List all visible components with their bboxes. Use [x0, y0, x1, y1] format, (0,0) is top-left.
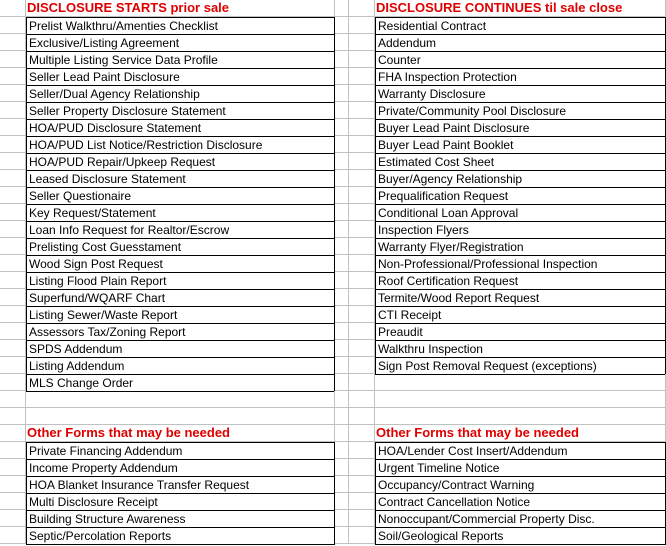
left-form-item[interactable]: Exclusive/Listing Agreement — [26, 34, 335, 52]
empty-cell[interactable] — [335, 238, 349, 255]
right-form-item[interactable]: Non-Professional/Professional Inspection — [375, 255, 666, 273]
right-form-item[interactable]: Contract Cancellation Notice — [375, 493, 666, 511]
empty-cell[interactable] — [375, 408, 666, 425]
checklist-row — [0, 527, 666, 544]
empty-cell[interactable] — [349, 0, 375, 17]
checkbox-cell[interactable] — [0, 221, 26, 238]
right-form-item[interactable]: Warranty Disclosure — [375, 85, 666, 103]
empty-cell[interactable] — [335, 0, 349, 17]
checkbox-cell[interactable] — [349, 442, 375, 459]
empty-cell[interactable] — [335, 34, 349, 51]
empty-cell[interactable] — [335, 493, 349, 510]
empty-cell[interactable] — [335, 221, 349, 238]
right-form-item[interactable]: Buyer Lead Paint Booklet — [375, 136, 666, 154]
checkbox-cell[interactable] — [349, 510, 375, 527]
checkbox-cell[interactable] — [0, 323, 26, 340]
checkbox-cell[interactable] — [349, 357, 375, 374]
checkbox-cell[interactable] — [0, 527, 26, 544]
empty-cell[interactable] — [335, 527, 349, 544]
checkbox-cell[interactable] — [0, 357, 26, 374]
right-form-item[interactable]: Private/Community Pool Disclosure — [375, 102, 666, 120]
left-form-item[interactable]: Seller/Dual Agency Relationship — [26, 85, 335, 103]
checkbox-cell[interactable] — [349, 306, 375, 323]
checkbox-cell[interactable] — [0, 119, 26, 136]
left-form-item[interactable]: HOA/PUD List Notice/Restriction Disclosure — [26, 136, 335, 154]
checkbox-cell[interactable] — [349, 527, 375, 544]
empty-cell[interactable] — [335, 204, 349, 221]
right-form-item[interactable]: Prequalification Request — [375, 187, 666, 205]
checkbox-cell[interactable] — [0, 255, 26, 272]
empty-cell[interactable] — [0, 408, 26, 425]
empty-cell[interactable] — [335, 68, 349, 85]
right-section-header: DISCLOSURE CONTINUES til sale close — [375, 0, 666, 17]
checklist-row — [0, 68, 666, 85]
empty-cell[interactable] — [335, 357, 349, 374]
checklist-row — [0, 306, 666, 323]
left-form-item[interactable]: Listing Flood Plain Report — [26, 272, 335, 290]
right-form-item[interactable]: Preaudit — [375, 323, 666, 341]
left-form-item[interactable]: Loan Info Request for Realtor/Escrow — [26, 221, 335, 239]
checkbox-cell[interactable] — [0, 85, 26, 102]
empty-cell[interactable] — [335, 391, 349, 408]
checkbox-cell[interactable] — [0, 476, 26, 493]
right-form-item[interactable]: Residential Contract — [375, 17, 666, 35]
checkbox-cell[interactable] — [349, 34, 375, 51]
left-form-item[interactable]: Prelist Walkthru/Amenties Checklist — [26, 17, 335, 35]
checkbox-cell[interactable] — [349, 323, 375, 340]
empty-cell[interactable] — [0, 425, 26, 442]
left-form-item[interactable]: Building Structure Awareness — [26, 510, 335, 528]
right-form-item[interactable]: Counter — [375, 51, 666, 69]
right-form-item[interactable]: HOA/Lender Cost Insert/Addendum — [375, 442, 666, 460]
right-form-item[interactable]: FHA Inspection Protection — [375, 68, 666, 86]
empty-cell[interactable] — [335, 272, 349, 289]
checkbox-cell[interactable] — [349, 204, 375, 221]
empty-cell[interactable] — [335, 187, 349, 204]
checklist-row — [0, 136, 666, 153]
checkbox-cell[interactable] — [0, 187, 26, 204]
checklist-row — [0, 238, 666, 255]
empty-cell[interactable] — [335, 255, 349, 272]
left-form-item[interactable]: Assessors Tax/Zoning Report — [26, 323, 335, 341]
checkbox-cell[interactable] — [349, 289, 375, 306]
checklist-row — [0, 102, 666, 119]
empty-cell[interactable] — [26, 408, 335, 425]
checklist-row — [0, 289, 666, 306]
empty-cell[interactable] — [335, 340, 349, 357]
empty-cell[interactable] — [335, 170, 349, 187]
left-form-item[interactable]: Key Request/Statement — [26, 204, 335, 222]
empty-cell[interactable] — [335, 459, 349, 476]
checklist-row — [0, 459, 666, 476]
checklist-row — [0, 510, 666, 527]
checkbox-cell[interactable] — [349, 238, 375, 255]
checklist-row — [0, 357, 666, 374]
checklist-row — [0, 255, 666, 272]
checkbox-cell[interactable] — [0, 493, 26, 510]
checklist-row — [0, 221, 666, 238]
empty-cell[interactable] — [375, 374, 666, 391]
left-section-header: Other Forms that may be needed — [26, 425, 335, 442]
checkbox-cell[interactable] — [349, 119, 375, 136]
checklist-row — [0, 187, 666, 204]
left-form-item[interactable]: Prelisting Cost Guesstament — [26, 238, 335, 256]
empty-cell[interactable] — [335, 425, 349, 442]
checklist-row — [0, 17, 666, 34]
spacer-row — [0, 408, 666, 425]
checkbox-cell[interactable] — [349, 374, 375, 391]
left-form-item[interactable]: Leased Disclosure Statement — [26, 170, 335, 188]
right-form-item[interactable]: Estimated Cost Sheet — [375, 153, 666, 171]
right-form-item[interactable]: Inspection Flyers — [375, 221, 666, 239]
right-form-item[interactable]: Termite/Wood Report Request — [375, 289, 666, 307]
right-section-header: Other Forms that may be needed — [375, 425, 666, 442]
empty-cell[interactable] — [335, 85, 349, 102]
right-form-item[interactable]: Soil/Geological Reports — [375, 527, 666, 545]
right-form-item[interactable]: Nonoccupant/Commercial Property Disc. — [375, 510, 666, 528]
left-form-item[interactable]: HOA/PUD Disclosure Statement — [26, 119, 335, 137]
checkbox-cell[interactable] — [0, 340, 26, 357]
empty-cell[interactable] — [335, 408, 349, 425]
checkbox-cell[interactable] — [349, 102, 375, 119]
checkbox-cell[interactable] — [349, 153, 375, 170]
left-form-item[interactable]: Seller Questionaire — [26, 187, 335, 205]
checklist-row — [0, 493, 666, 510]
empty-cell[interactable] — [26, 391, 335, 408]
right-form-item[interactable]: Walkthru Inspection — [375, 340, 666, 358]
left-form-item[interactable]: Wood Sign Post Request — [26, 255, 335, 273]
empty-cell[interactable] — [0, 391, 26, 408]
checkbox-cell[interactable] — [0, 374, 26, 391]
left-form-item[interactable]: Superfund/WQARF Chart — [26, 289, 335, 307]
empty-cell[interactable] — [335, 136, 349, 153]
right-form-item[interactable]: Buyer/Agency Relationship — [375, 170, 666, 188]
empty-cell[interactable] — [335, 17, 349, 34]
section-header-row — [0, 425, 666, 442]
checklist-row — [0, 119, 666, 136]
checkbox-cell[interactable] — [0, 34, 26, 51]
empty-cell[interactable] — [335, 323, 349, 340]
checklist-row — [0, 34, 666, 51]
checklist-row — [0, 51, 666, 68]
right-form-item[interactable]: CTI Receipt — [375, 306, 666, 324]
checkbox-cell[interactable] — [349, 272, 375, 289]
checkbox-cell[interactable] — [349, 51, 375, 68]
checkbox-cell[interactable] — [0, 136, 26, 153]
empty-cell[interactable] — [335, 442, 349, 459]
empty-cell[interactable] — [349, 391, 375, 408]
checkbox-cell[interactable] — [0, 170, 26, 187]
checkbox-cell[interactable] — [0, 510, 26, 527]
left-form-item[interactable]: Listing Sewer/Waste Report — [26, 306, 335, 324]
left-form-item[interactable]: Listing Addendum — [26, 357, 335, 375]
spacer-row — [0, 391, 666, 408]
right-form-item[interactable]: Sign Post Removal Request (exceptions) — [375, 357, 666, 375]
checkbox-cell[interactable] — [349, 459, 375, 476]
checkbox-cell[interactable] — [349, 17, 375, 34]
empty-cell[interactable] — [335, 51, 349, 68]
checklist-row — [0, 85, 666, 102]
checkbox-cell[interactable] — [0, 272, 26, 289]
checkbox-cell[interactable] — [349, 68, 375, 85]
empty-cell[interactable] — [349, 425, 375, 442]
right-form-item[interactable]: Roof Certification Request — [375, 272, 666, 290]
left-form-item[interactable]: Income Property Addendum — [26, 459, 335, 477]
checkbox-cell[interactable] — [0, 459, 26, 476]
left-form-item[interactable]: Septic/Percolation Reports — [26, 527, 335, 545]
checkbox-cell[interactable] — [0, 102, 26, 119]
checkbox-cell[interactable] — [0, 442, 26, 459]
checkbox-cell[interactable] — [0, 204, 26, 221]
checklist-row — [0, 170, 666, 187]
checkbox-cell[interactable] — [349, 255, 375, 272]
checklist-row — [0, 374, 666, 391]
right-form-item[interactable]: Addendum — [375, 34, 666, 52]
empty-cell[interactable] — [335, 510, 349, 527]
checkbox-cell[interactable] — [349, 170, 375, 187]
empty-cell[interactable] — [335, 119, 349, 136]
checkbox-cell[interactable] — [0, 306, 26, 323]
checkbox-cell[interactable] — [349, 136, 375, 153]
checkbox-cell[interactable] — [0, 17, 26, 34]
empty-cell[interactable] — [0, 0, 26, 17]
empty-cell[interactable] — [335, 476, 349, 493]
checkbox-cell[interactable] — [349, 187, 375, 204]
left-form-item[interactable]: Private Financing Addendum — [26, 442, 335, 460]
right-form-item[interactable]: Buyer Lead Paint Disclosure — [375, 119, 666, 137]
checkbox-cell[interactable] — [0, 68, 26, 85]
checkbox-cell[interactable] — [0, 153, 26, 170]
checklist-row — [0, 204, 666, 221]
right-form-item[interactable]: Urgent Timeline Notice — [375, 459, 666, 477]
left-form-item[interactable]: HOA/PUD Repair/Upkeep Request — [26, 153, 335, 171]
right-form-item[interactable]: Occupancy/Contract Warning — [375, 476, 666, 494]
empty-cell[interactable] — [349, 408, 375, 425]
left-form-item[interactable]: SPDS Addendum — [26, 340, 335, 358]
right-form-item[interactable]: Warranty Flyer/Registration — [375, 238, 666, 256]
empty-cell[interactable] — [335, 306, 349, 323]
empty-cell[interactable] — [375, 391, 666, 408]
checkbox-cell[interactable] — [349, 493, 375, 510]
left-form-item[interactable]: Multi Disclosure Receipt — [26, 493, 335, 511]
checklist-row — [0, 340, 666, 357]
checklist-row — [0, 153, 666, 170]
left-form-item[interactable]: Multiple Listing Service Data Profile — [26, 51, 335, 69]
checkbox-cell[interactable] — [349, 476, 375, 493]
checklist-row — [0, 323, 666, 340]
checklist-row — [0, 272, 666, 289]
checkbox-cell[interactable] — [0, 289, 26, 306]
empty-cell[interactable] — [335, 289, 349, 306]
checklist-row — [0, 476, 666, 493]
left-form-item[interactable]: HOA Blanket Insurance Transfer Request — [26, 476, 335, 494]
checklist-row — [0, 442, 666, 459]
empty-cell[interactable] — [335, 153, 349, 170]
checkbox-cell[interactable] — [0, 51, 26, 68]
checkbox-cell[interactable] — [349, 85, 375, 102]
empty-cell[interactable] — [335, 102, 349, 119]
checkbox-cell[interactable] — [349, 221, 375, 238]
checkbox-cell[interactable] — [0, 238, 26, 255]
checkbox-cell[interactable] — [349, 340, 375, 357]
left-section-header: DISCLOSURE STARTS prior sale — [26, 0, 335, 17]
right-form-item[interactable]: Conditional Loan Approval — [375, 204, 666, 222]
left-form-item[interactable]: Seller Property Disclosure Statement — [26, 102, 335, 120]
left-form-item[interactable]: Seller Lead Paint Disclosure — [26, 68, 335, 86]
empty-cell[interactable] — [335, 374, 349, 391]
section-header-row — [0, 0, 666, 17]
left-form-item[interactable]: MLS Change Order — [26, 374, 335, 392]
